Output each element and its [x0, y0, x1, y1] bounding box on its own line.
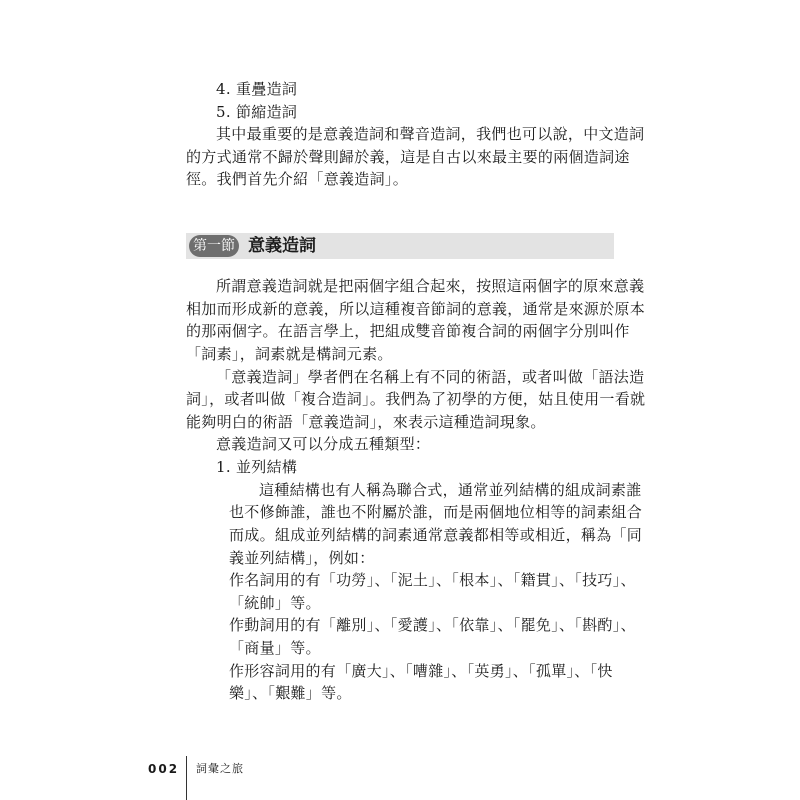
- example-noun-line-1: 作名詞用的有「功勞」、「泥土」、「根本」、「籍貫」、「技巧」、: [229, 571, 636, 589]
- body-paragraph-2-line-3: 能夠明白的術語「意義造詞」，來表示這種造詞現象。: [186, 413, 546, 431]
- body-paragraph-1-line-1: 所謂意義造詞就是把兩個字組合起來，按照這兩個字的原來意義: [216, 277, 645, 295]
- sub-paragraph-line-2: 也不修飾誰，誰也不附屬於誰，而是兩個地位相等的詞素組合: [229, 503, 643, 521]
- body-paragraph-2-line-2: 詞」，或者叫做「複合造詞」。我們為了初學的方便，姑且使用一看就: [186, 390, 646, 408]
- list-item-5: 5. 節縮造詞: [216, 103, 298, 121]
- body-paragraph-3: 意義造詞又可以分成五種類型：: [216, 435, 431, 453]
- book-title: 詞彙之旅: [196, 762, 244, 775]
- page-number: 002: [148, 762, 180, 776]
- intro-paragraph-line-1: 其中最重要的是意義造詞和聲音造詞，我們也可以說，中文造詞: [216, 125, 645, 143]
- intro-paragraph-line-3: 徑。我們首先介紹「意義造詞」。: [186, 170, 409, 188]
- example-adj-line-1: 作形容詞用的有「廣大」、「嘈雜」、「英勇」、「孤單」、「快: [229, 662, 613, 680]
- subheading-parallel-structure: 1. 並列結構: [216, 458, 298, 476]
- footer-divider: [186, 756, 187, 800]
- sub-paragraph-line-4: 義並列結構」，例如：: [229, 549, 375, 567]
- example-verb-line-2: 「商量」等。: [229, 639, 321, 657]
- body-paragraph-1-line-4: 「詞素」，詞素就是構詞元素。: [186, 345, 393, 363]
- example-adj-line-2: 樂」、「艱難」等。: [229, 684, 352, 702]
- body-paragraph-1-line-3: 的那兩個字。在語言學上，把組成雙音節複合詞的兩個字分別叫作: [186, 322, 630, 340]
- body-paragraph-2-line-1: 「意義造詞」學者們在名稱上有不同的術語，或者叫做「語法造: [216, 368, 645, 386]
- intro-paragraph-line-2: 的方式通常不歸於聲則歸於義，這是自古以來最主要的兩個造詞途: [186, 148, 630, 166]
- list-item-4: 4. 重疊造詞: [216, 80, 298, 98]
- sub-paragraph-line-3: 而成。組成並列結構的詞素通常意義都相等或相近，稱為「同: [229, 526, 643, 544]
- body-paragraph-1-line-2: 相加而形成新的意義，所以這種複音節詞的意義，通常是來源於原本: [186, 300, 646, 318]
- example-verb-line-1: 作動詞用的有「離別」、「愛護」、「依靠」、「罷免」、「斟酌」、: [229, 616, 636, 634]
- example-noun-line-2: 「統帥」等。: [229, 594, 321, 612]
- section-title: 意義造詞: [248, 236, 316, 256]
- sub-paragraph-line-1: 這種結構也有人稱為聯合式，通常並列結構的組成詞素誰: [259, 481, 642, 499]
- section-label-badge: 第一節: [189, 235, 239, 257]
